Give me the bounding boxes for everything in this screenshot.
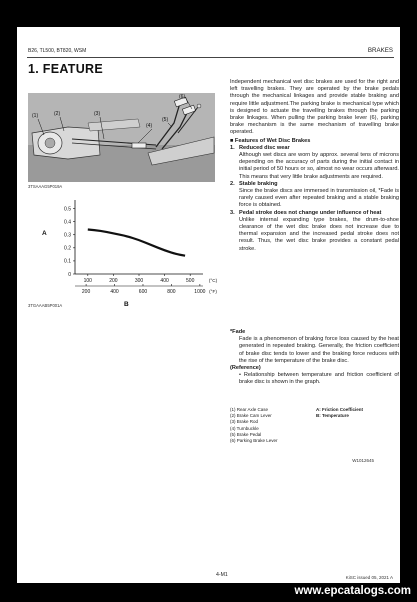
legend-item: A: Friction Coefficient: [316, 407, 363, 412]
friction-chart-svg: [39, 194, 218, 309]
y-tick-label: 0: [68, 271, 71, 278]
callout-2: (2): [54, 111, 61, 117]
friction-chart: [39, 194, 218, 309]
legend-item: (5) Brake Pedal: [230, 431, 262, 437]
feature-description: [230, 79, 399, 253]
legend-item: (1) Rear Axle Case: [230, 407, 269, 412]
x-tick-label: 200: [109, 278, 118, 284]
fade-note: [230, 329, 399, 387]
legend-item: (6) Parking Brake Lever: [230, 438, 278, 444]
feature-item-1-heading: Reduced disc wear: [239, 144, 290, 151]
callout-1: (1): [32, 113, 39, 119]
feature-item-1-num: 1.: [230, 144, 235, 151]
feature-item-1: [230, 145, 399, 181]
legend-item: B: Temperature: [316, 413, 349, 419]
x-tick-f-label: 600: [138, 289, 148, 295]
brake-linkage-figure: [28, 93, 215, 182]
y-tick-label: 0.1: [64, 258, 71, 265]
x-unit-fahrenheit: (°F): [209, 289, 217, 294]
feature-item-1-text: Although wet discs are worn by approx. several tens of microns depending on the accuracy of parts during the initial contact in initial period of 50 hours or so, almost no wear occurs afterward. This means that very little brake adjustments are required.: [239, 152, 399, 180]
header-section: BRAKES: [367, 47, 393, 54]
legend-item: (4) Turnbuckle: [230, 425, 259, 431]
x-tick-f-label: 200: [81, 289, 91, 295]
x-tick-label: 500: [186, 278, 195, 284]
callout-6: (6): [179, 94, 186, 100]
callout-5: (5): [162, 117, 169, 123]
issue-info: KiSC issued 05, 2021 A: [345, 575, 393, 580]
manual-page: [17, 27, 400, 583]
feature-item-3-num: 3.: [230, 209, 235, 216]
header-models: B26, TL500, BT820, WSM: [28, 48, 87, 54]
x-tick-f-label: 800: [167, 289, 176, 295]
callout-4: (4): [146, 123, 153, 129]
figure2-caption: 3TGAAAB5P001A: [28, 303, 63, 308]
x-tick-label: 300: [134, 278, 144, 284]
axis-a-label: A: [42, 230, 47, 237]
feature-item-2-heading: Stable braking: [239, 180, 278, 187]
reference-heading: (Reference): [230, 365, 261, 372]
features-heading: ■ Features of Wet Disc Brakes: [230, 137, 311, 144]
header-rule: [27, 57, 394, 58]
x-tick-label: 400: [160, 278, 169, 284]
y-tick-label: 0.5: [64, 206, 71, 213]
reference-text: • Relationship between temperature and friction coefficient of brake disc is shown in the graph.: [239, 372, 399, 386]
y-tick-label: 0.2: [64, 245, 71, 252]
callout-3: (3): [94, 111, 101, 117]
legend-item: (2) Brake Cam Lever: [230, 413, 272, 419]
x-tick-f-label: 1000: [194, 289, 206, 295]
x-tick-label: 100: [83, 278, 92, 284]
x-unit-celsius: (°C): [208, 278, 218, 283]
page-title: 1. FEATURE: [28, 62, 103, 76]
feature-item-2: [230, 181, 399, 210]
feature-item-2-text: Since the brake discs are immersed in transmission oil, *Fade is rarely caused even after repeated braking and a stable braking force is obtained.: [239, 188, 399, 209]
brake-linkage-illustration: [28, 93, 215, 182]
y-tick-label: 0.3: [64, 232, 71, 239]
feature-item-3-text: Unlike internal expanding type brakes, the drum-to-shoe clearance of the wet disc brake does not increase due to thermal expansion and the increased pedal stroke does not result. Thus, the wet disc brake provides a constant pedal stroke.: [239, 216, 399, 252]
fade-heading: *Fade: [230, 329, 246, 335]
figure1-caption: 3TSAAAG5P019A: [28, 184, 63, 189]
y-tick-label: 0.4: [64, 219, 71, 226]
page-number: 4-M1: [216, 572, 228, 578]
feature-item-2-num: 2.: [230, 180, 235, 187]
intro-paragraph: Independent mechanical wet disc brakes are used for the right and left travelling brakes. They are operated by the brake pedals through the mechanical linkages and provide stable braking and require little adjustment.The parking brake is mechanical type which is designed to actuate the travelling brakes through the parking brake linkages. When pulling the parking brake lever (6), parking brake mechanism is the same mechanism of travelling brake operated.: [230, 79, 399, 136]
figure-legend: [230, 407, 399, 444]
x-tick-f-label: 400: [110, 289, 119, 295]
document-id: W1012645: [352, 458, 374, 463]
feature-item-3: [230, 210, 399, 253]
watermark-url[interactable]: www.epcatalogs.com: [294, 585, 411, 597]
friction-series-line: [88, 229, 185, 255]
fade-text: Fade is a phenomenon of braking force loss caused by the heat generated in repeated braking. Generally, the friction coefficient of brake disc tends to lower and the braking force reduces with the rise of the temperature of the brake disc.: [239, 336, 399, 364]
axis-b-label: B: [124, 301, 129, 308]
feature-item-3-heading: Pedal stroke does not change under influence of heat: [239, 209, 382, 216]
legend-item: (3) Brake Rod: [230, 419, 259, 425]
